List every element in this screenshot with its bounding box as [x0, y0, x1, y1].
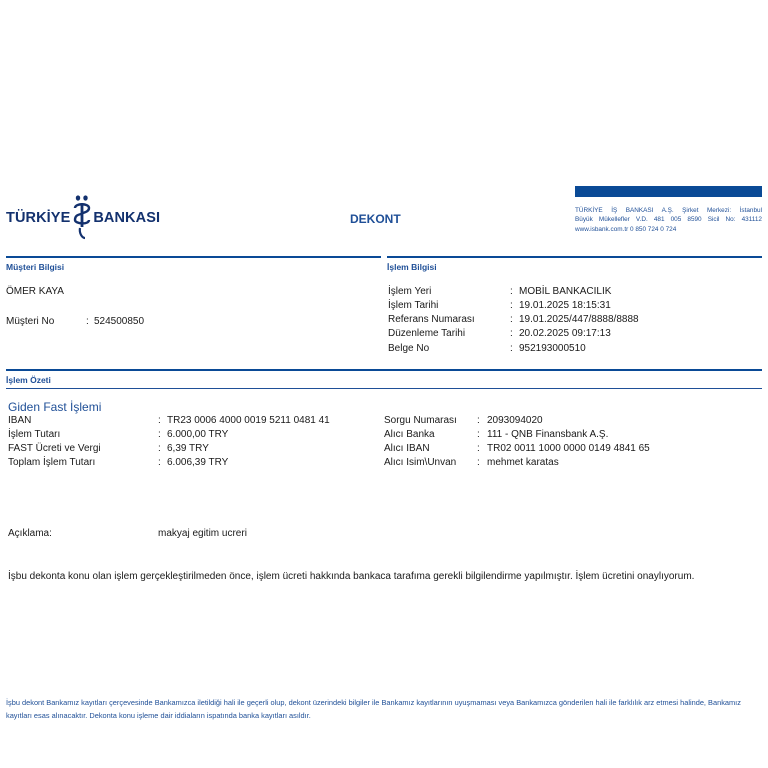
summary-label-query-no: Sorgu Numarası: [384, 415, 457, 426]
summary-value-query-no: 2093094020: [487, 415, 543, 426]
info-colon: :: [510, 314, 513, 325]
customer-section-title: Müşteri Bilgisi: [6, 262, 65, 272]
bank-emblem-icon: [73, 194, 91, 242]
header-color-bar: [575, 186, 762, 197]
legal-footer: İşbu dekont Bankamız kayıtları çerçevesinde Bankamızca iletildiği hali ile geçerli olup, dekont üzerindeki bilgiler ile Bankamız kayıtlarının uyuşmaması veya Bankamızca gönderilen hali ile farklılık arz etmesi halinde, Bankamız kayıtları esas alınacaktır. Dekonta konu işleme dair iddiaların ispatında banka kayıtları asıldır.: [6, 698, 741, 720]
summary-colon: :: [477, 457, 480, 468]
company-line-1: TÜRKİYE İŞ BANKASI A.Ş. Şirket Merkezi: İstanbul: [575, 207, 762, 214]
info-value-islem-tarihi: 19.01.2025 18:15:31: [519, 300, 611, 311]
info-colon: :: [510, 328, 513, 339]
logo-text-right: BANKASI: [93, 210, 161, 226]
info-value-belge-no: 952193000510: [519, 343, 586, 354]
document-title: DEKONT: [350, 212, 401, 226]
logo-text-left: TÜRKİYE: [6, 210, 71, 226]
summary-value-fee: 6,39 TRY: [167, 443, 209, 454]
summary-colon: :: [158, 415, 161, 426]
summary-value-receiver-bank: 111 - QNB Finansbank A.Ş.: [487, 429, 609, 440]
summary-value-iban: TR23 0006 4000 0019 5211 0481 41: [167, 415, 330, 426]
summary-value-receiver-iban: TR02 0011 1000 0000 0149 4841 65: [487, 443, 650, 454]
summary-colon: :: [158, 429, 161, 440]
company-info: [575, 206, 762, 234]
info-colon: :: [510, 286, 513, 297]
summary-value-amount: 6.000,00 TRY: [167, 429, 229, 440]
info-label-islem-yeri: İşlem Yeri: [388, 286, 432, 297]
summary-label-amount: İşlem Tutarı: [8, 429, 61, 440]
summary-label-iban: IBAN: [8, 415, 32, 426]
info-value-islem-yeri: MOBİL BANKACILIK: [519, 286, 612, 297]
info-label-referans: Referans Numarası: [388, 314, 475, 325]
info-colon: :: [510, 300, 513, 311]
customer-number-colon: :: [86, 316, 89, 327]
summary-label-total: Toplam İşlem Tutarı: [8, 457, 96, 468]
summary-section-rule: [6, 369, 762, 371]
info-label-belge-no: Belge No: [388, 343, 430, 354]
company-line-2: Büyük Mükellefler V.D. 481 005 8590 Sicil No: 431112: [575, 216, 762, 224]
summary-section-title: İşlem Özeti: [6, 375, 51, 385]
summary-colon: :: [477, 429, 480, 440]
bank-logo: [6, 194, 160, 242]
info-colon: :: [510, 343, 513, 354]
transfer-type: Giden Fast İşlemi: [8, 400, 102, 414]
customer-section-rule: [6, 256, 381, 258]
summary-label-receiver-bank: Alıcı Banka: [384, 429, 435, 440]
summary-label-receiver-name: Alıcı Isim\Unvan: [384, 457, 457, 468]
company-website-phone: www.isbank.com.tr 0 850 724 0 724: [575, 225, 677, 233]
transaction-section-title: İşlem Bilgisi: [387, 262, 437, 272]
info-value-referans: 19.01.2025/447/8888/8888: [519, 314, 639, 325]
summary-value-receiver-name: mehmet karatas: [487, 457, 559, 468]
description-value: makyaj egitim ucreri: [158, 528, 247, 539]
summary-colon: :: [158, 443, 161, 454]
customer-number-value: 524500850: [94, 316, 145, 327]
summary-colon: :: [477, 415, 480, 426]
customer-number-label: Müşteri No: [6, 316, 55, 327]
info-label-islem-tarihi: İşlem Tarihi: [388, 300, 439, 311]
summary-title-underline: [6, 388, 762, 389]
info-label-duzenleme: Düzenleme Tarihi: [388, 328, 466, 339]
summary-value-total: 6.006,39 TRY: [167, 457, 229, 468]
summary-label-receiver-iban: Alıcı IBAN: [384, 443, 430, 454]
description-label: Açıklama:: [8, 528, 52, 539]
fee-consent-notice: İşbu dekonta konu olan işlem gerçekleştirilmeden önce, işlem ücreti hakkında bankaca tarafıma gerekli bilgilendirme yapılmıştır. İşlem ücretini onaylıyorum.: [8, 571, 695, 582]
customer-name: ÖMER KAYA: [6, 286, 64, 297]
transaction-section-rule: [387, 256, 762, 258]
summary-label-fee: FAST Ücreti ve Vergi: [8, 443, 101, 454]
info-value-duzenleme: 20.02.2025 09:17:13: [519, 328, 611, 339]
summary-colon: :: [158, 457, 161, 468]
summary-colon: :: [477, 443, 480, 454]
